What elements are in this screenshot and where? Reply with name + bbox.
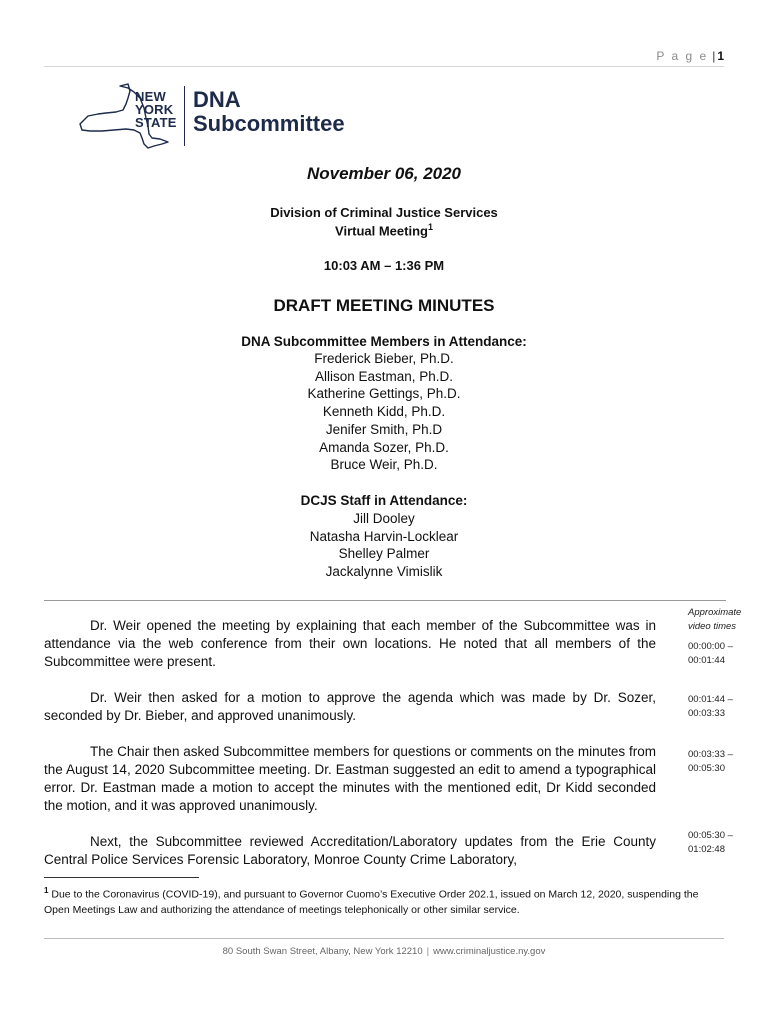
footnote [44,883,720,919]
staff-name: Shelley Palmer [338,546,430,562]
staff-name: Natasha Harvin-Locklear [309,528,459,544]
video-time-start: 00:01:44 – [688,694,733,705]
state-line: STATE [135,115,177,130]
logo-divider [184,86,185,146]
footer-address: 80 South Swan Street, Albany, New York 12210 [222,946,423,957]
video-time-end: 00:01:44 [688,655,725,666]
member-name: Kenneth Kidd, Ph.D. [322,404,446,420]
video-time-range [688,693,766,721]
member-name: Jenifer Smith, Ph.D [325,421,443,437]
section-rule [44,600,726,601]
footer-separator: | [426,946,430,957]
minutes-title: DRAFT MEETING MINUTES [273,296,495,315]
video-times-heading [688,606,766,634]
staff-list [44,510,724,581]
logo [76,82,366,152]
meeting-type-text: Virtual Meeting [335,223,428,239]
page-number-label [560,49,724,63]
footer [44,946,724,957]
video-time-end: 00:03:33 [688,708,725,719]
member-name: Frederick Bieber, Ph.D. [314,351,454,366]
page-number: 1 [717,49,724,63]
header-rule [44,66,724,67]
footnote-rule [44,877,199,878]
staff-name: Jackalynne Vimislik [325,564,443,580]
meeting-type [44,222,724,238]
video-time-end: 01:02:48 [688,844,725,855]
video-times-heading-line: Approximate [688,607,742,618]
page-label: P a g e [656,49,709,63]
member-name: Allison Eastman, Ph.D. [314,368,454,384]
video-time-end: 00:05:30 [688,763,725,774]
meeting-time-range: 10:03 AM – 1:36 PM [323,258,445,273]
member-name: Katherine Gettings, Ph.D. [307,386,461,402]
video-time-start: 00:05:30 – [688,830,733,841]
meeting-date: November 06, 2020 [306,164,462,183]
footer-rule [44,938,724,939]
video-time-range [688,640,766,668]
member-name: Bruce Weir, Ph.D. [330,457,438,473]
agency-name: Division of Criminal Justice Services [270,205,498,220]
footnote-text: Due to the Coronavirus (COVID-19), and pursuant to Governor Cuomo’s Executive Order 202.1, issued on March 12, 2020, suspending the Open Meetings Law and authorizing the attendance of meetings telephonically or other similar service. [44,888,699,916]
footnote-marker: 1 [44,886,49,895]
staff-name: Jill Dooley [353,511,415,526]
video-time-range [688,748,766,776]
video-time-start: 00:00:00 – [688,641,733,652]
minutes-paragraph: Dr. Weir opened the meeting by explaining that each member of the Subcommittee was in attendance via the web conference from their own locations. He noted that all members of the Subcommittee were present. [44,618,656,669]
video-time-start: 00:03:33 – [688,749,733,760]
minutes-paragraph: The Chair then asked Subcommittee members for questions or comments on the minutes from the August 14, 2020 Subcommittee meeting. Dr. Eastman suggested an edit to amend a typographical error. Dr. Eastman made a motion to accept the minutes with the mentioned edit, Dr Kidd seconded the motion, and it was approved unanimously. [44,744,656,813]
state-line: NEW [135,89,166,104]
video-time-range [688,829,766,857]
staff-heading: DCJS Staff in Attendance: [300,493,468,508]
minutes-paragraph: Next, the Subcommittee reviewed Accreditation/Laboratory updates from the Erie County Central Police Services Forensic Laboratory, Monroe County Crime Laboratory, [44,834,656,867]
page-separator: | [712,49,716,63]
minutes-paragraph: Dr. Weir then asked for a motion to approve the agenda which was made by Dr. Sozer, seconded by Dr. Bieber, and approved unanimously. [44,690,656,723]
state-line: YORK [135,102,174,117]
state-wordmark [135,90,177,129]
footer-website-link[interactable]: www.criminaljustice.ny.gov [433,946,546,957]
member-name: Amanda Sozer, Ph.D. [319,439,449,455]
dna-line: DNA [193,87,241,112]
video-times-heading-line: video times [688,621,737,632]
members-list [44,350,724,474]
members-heading: DNA Subcommittee Members in Attendance: [241,334,527,349]
footnote-reference: 1 [427,222,433,232]
subcommittee-wordmark [193,88,345,136]
subcommittee-line: Subcommittee [193,111,345,136]
